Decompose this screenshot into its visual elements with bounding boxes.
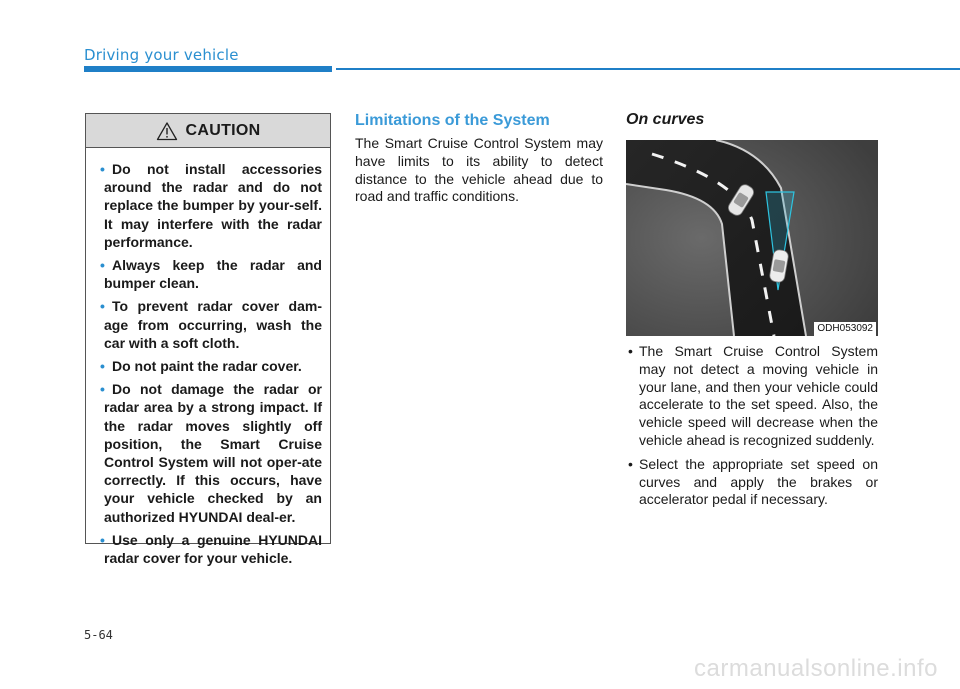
curves-item: • The Smart Cruise Control System may not detect a moving vehicle in your lane, and then your vehicle could accelerate to the set speed. Also, the vehicle speed will decrease when the vehicle ahead is recognized suddenly.: [626, 343, 878, 450]
header-rule-thin: [336, 68, 960, 70]
bullet-icon: •: [100, 298, 105, 315]
caution-list: [86, 148, 330, 567]
bullet-icon: •: [100, 257, 105, 274]
curves-item: • Select the appropriate set speed on curves and apply the brakes or accelerator pedal if necessary.: [626, 456, 878, 509]
bullet-icon: •: [100, 161, 105, 177]
caution-item: • To prevent radar cover dam-age from occurring, wash the car with a soft cloth.: [100, 298, 322, 351]
header-rule-thick: [84, 66, 332, 72]
section-title: Driving your vehicle: [84, 46, 239, 64]
curves-list: [626, 343, 878, 515]
bullet-icon: •: [100, 358, 105, 375]
page-number: 5-64: [84, 628, 113, 642]
caution-item: • Always keep the radar and bumper clean.: [100, 257, 322, 292]
caution-header: [86, 114, 330, 148]
limitations-body: The Smart Cruise Control System may have limits to its ability to detect distance to the vehicle ahead due to road and traffic conditions.: [355, 135, 603, 205]
caution-title: CAUTION: [185, 121, 261, 139]
caution-item: • Do not install accessories around the radar and do not replace the bumper by your-self. It may interfere with the radar performance.: [100, 161, 322, 250]
bullet-icon: •: [100, 531, 105, 548]
caution-box: [85, 113, 331, 567]
curves-heading: On curves: [626, 111, 705, 128]
figure-code: ODH053092: [814, 322, 876, 336]
caution-item: • Do not damage the radar or radar area by a strong impact. If the radar moves slightly off position, the Smart Cruise Control System will not oper-ate correctly. If this occurs, have your vehicle checked by an authorized HYUNDAI deal-er.: [100, 381, 322, 525]
curve-road-image: [626, 140, 878, 336]
caution-item: • Do not paint the radar cover.: [100, 358, 302, 375]
bullet-icon: •: [100, 381, 105, 398]
curve-road-illustration: [626, 140, 878, 336]
warning-triangle-icon: [156, 121, 178, 141]
caution-item: • Use only a genuine HYUNDAI radar cover for your vehicle.: [100, 531, 322, 567]
watermark: carmanualsonline.info: [694, 655, 938, 682]
limitations-heading: Limitations of the System: [355, 112, 550, 129]
